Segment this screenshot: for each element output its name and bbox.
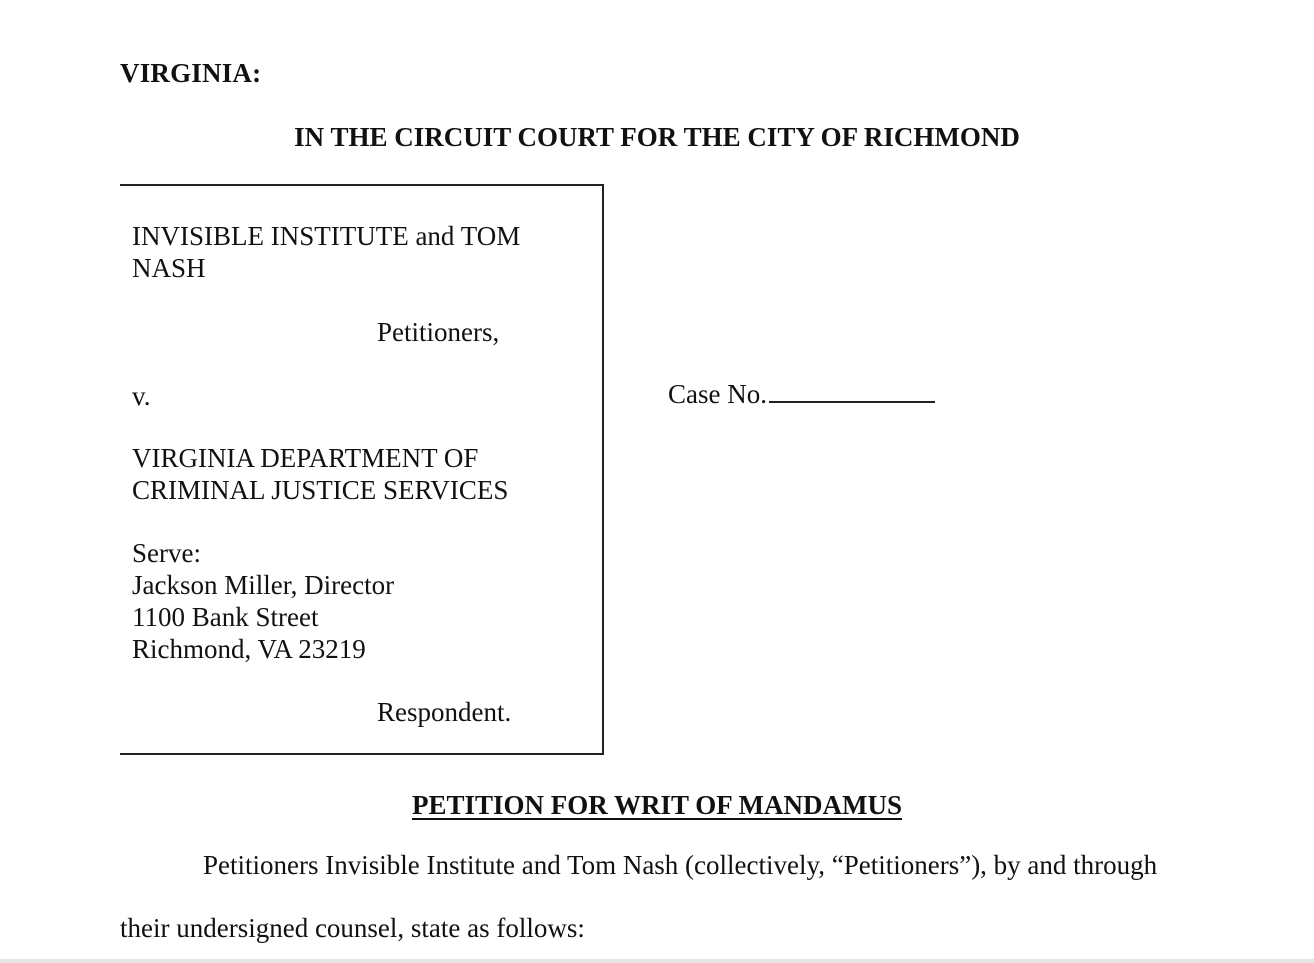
versus-label: v. xyxy=(132,381,151,411)
serve-street: 1100 Bank Street xyxy=(132,602,319,632)
respondent-role: Respondent. xyxy=(377,697,512,727)
petitioners-role: Petitioners, xyxy=(377,317,500,347)
petitioners-line-2: NASH xyxy=(132,253,206,283)
case-number xyxy=(668,377,935,410)
body-paragraph-line-2: their undersigned counsel, state as follows: xyxy=(120,913,585,943)
state-heading: VIRGINIA: xyxy=(120,58,262,88)
serve-label: Serve: xyxy=(132,538,201,568)
petitioners-line-1: INVISIBLE INSTITUTE and TOM xyxy=(132,221,521,251)
case-caption-box xyxy=(120,184,604,755)
case-number-label: Case No. xyxy=(668,379,767,409)
page-bottom-rule xyxy=(0,959,1314,963)
document-title xyxy=(0,790,1314,821)
serve-name: Jackson Miller, Director xyxy=(132,570,395,600)
court-heading: IN THE CIRCUIT COURT FOR THE CITY OF RICHMOND xyxy=(294,122,1020,152)
document-title-text: PETITION FOR WRIT OF MANDAMUS xyxy=(411,790,903,820)
case-number-blank xyxy=(769,377,935,403)
respondent-name xyxy=(132,442,508,506)
respondent-line-1: VIRGINIA DEPARTMENT OF xyxy=(132,443,479,473)
serve-city: Richmond, VA 23219 xyxy=(132,634,366,664)
body-paragraph-line-1: Petitioners Invisible Institute and Tom Nash (collectively, “Petitioners”), by and through xyxy=(203,850,1158,880)
petitioners-names xyxy=(132,220,520,284)
respondent-line-2: CRIMINAL JUSTICE SERVICES xyxy=(132,475,509,505)
serve-block xyxy=(132,537,394,665)
